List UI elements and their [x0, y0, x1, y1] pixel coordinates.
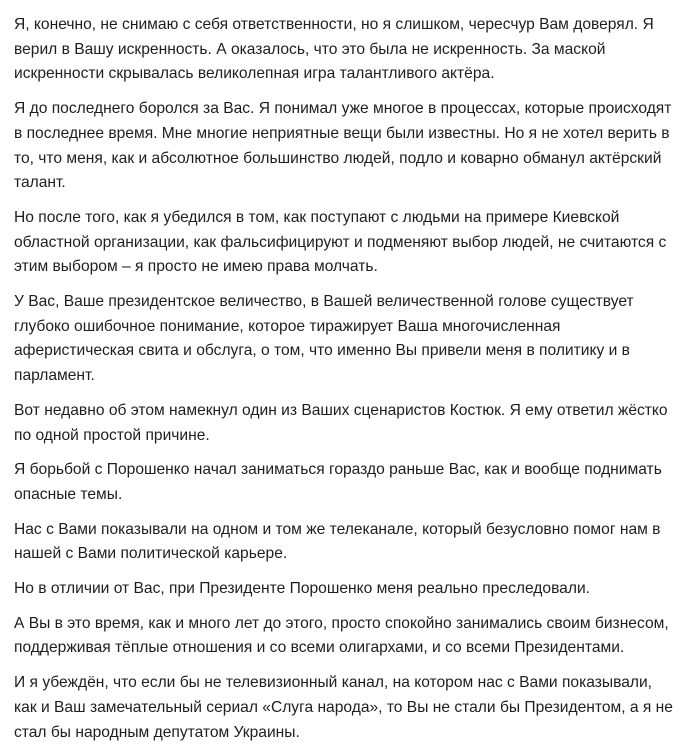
paragraph-3: Но после того, как я убедился в том, как поступают с людьми на примере Киевской областной организации, как фальсифицируют и подменяют выбор людей, не считаются с этим выбором – я просто не имею права молчать. [14, 208, 667, 276]
paragraph-4: У Вас, Ваше президентское величество, в Вашей величественной голове существует глубоко ошибочное понимание, которое тиражирует Ваша многочисленная аферистическая свита и обслуга, о том, что именно Вы привели меня в политику и в парламент. [14, 293, 634, 385]
paragraph-2: Я до последнего боролся за Вас. Я понимал уже многое в процессах, которые происходят в последнее время. Мне многие неприятные вещи были известны. Но я не хотел верить в то, что меня, как и абсолютное большинство людей, подло и коварно обманул актёрский талант. [14, 100, 672, 192]
paragraph-8: Но в отличии от Вас, при Президенте Порошенко меня реально преследовали. [14, 580, 590, 598]
paragraph-10: И я убеждён, что если бы не телевизионный канал, на котором нас с Вами показывали, как и Ваш замечательный сериал «Слуга народа», то Вы не стали бы Президентом, а я не стал бы народным депутатом Украины. [14, 674, 673, 741]
paragraph-1: Я, конечно, не снимаю с себя ответственности, но я слишком, чересчур Вам доверял. Я верил в Вашу искренность. А оказалось, что это была не искренность. За маской искренности скрывалась великолепная игра талантливого актёра. [14, 16, 654, 83]
post-text [14, 13, 676, 755]
paragraph-6: Я борьбой с Порошенко начал заниматься гораздо раньше Вас, как и вообще поднимать опасные темы. [14, 461, 662, 503]
paragraph-5: Вот недавно об этом намекнул один из Ваших сценаристов Костюк. Я ему ответил жёстко по одной простой причине. [14, 401, 668, 444]
paragraph-7: Нас с Вами показывали на одном и том же телеканале, который безусловно помог нам в нашей с Вами политической карьере. [14, 520, 661, 563]
paragraph-9: А Вы в это время, как и много лет до этого, просто спокойно занимались своим бизнесом, поддерживая тёплые отношения и со всеми олигархами, и со всеми Президентами. [14, 614, 669, 657]
